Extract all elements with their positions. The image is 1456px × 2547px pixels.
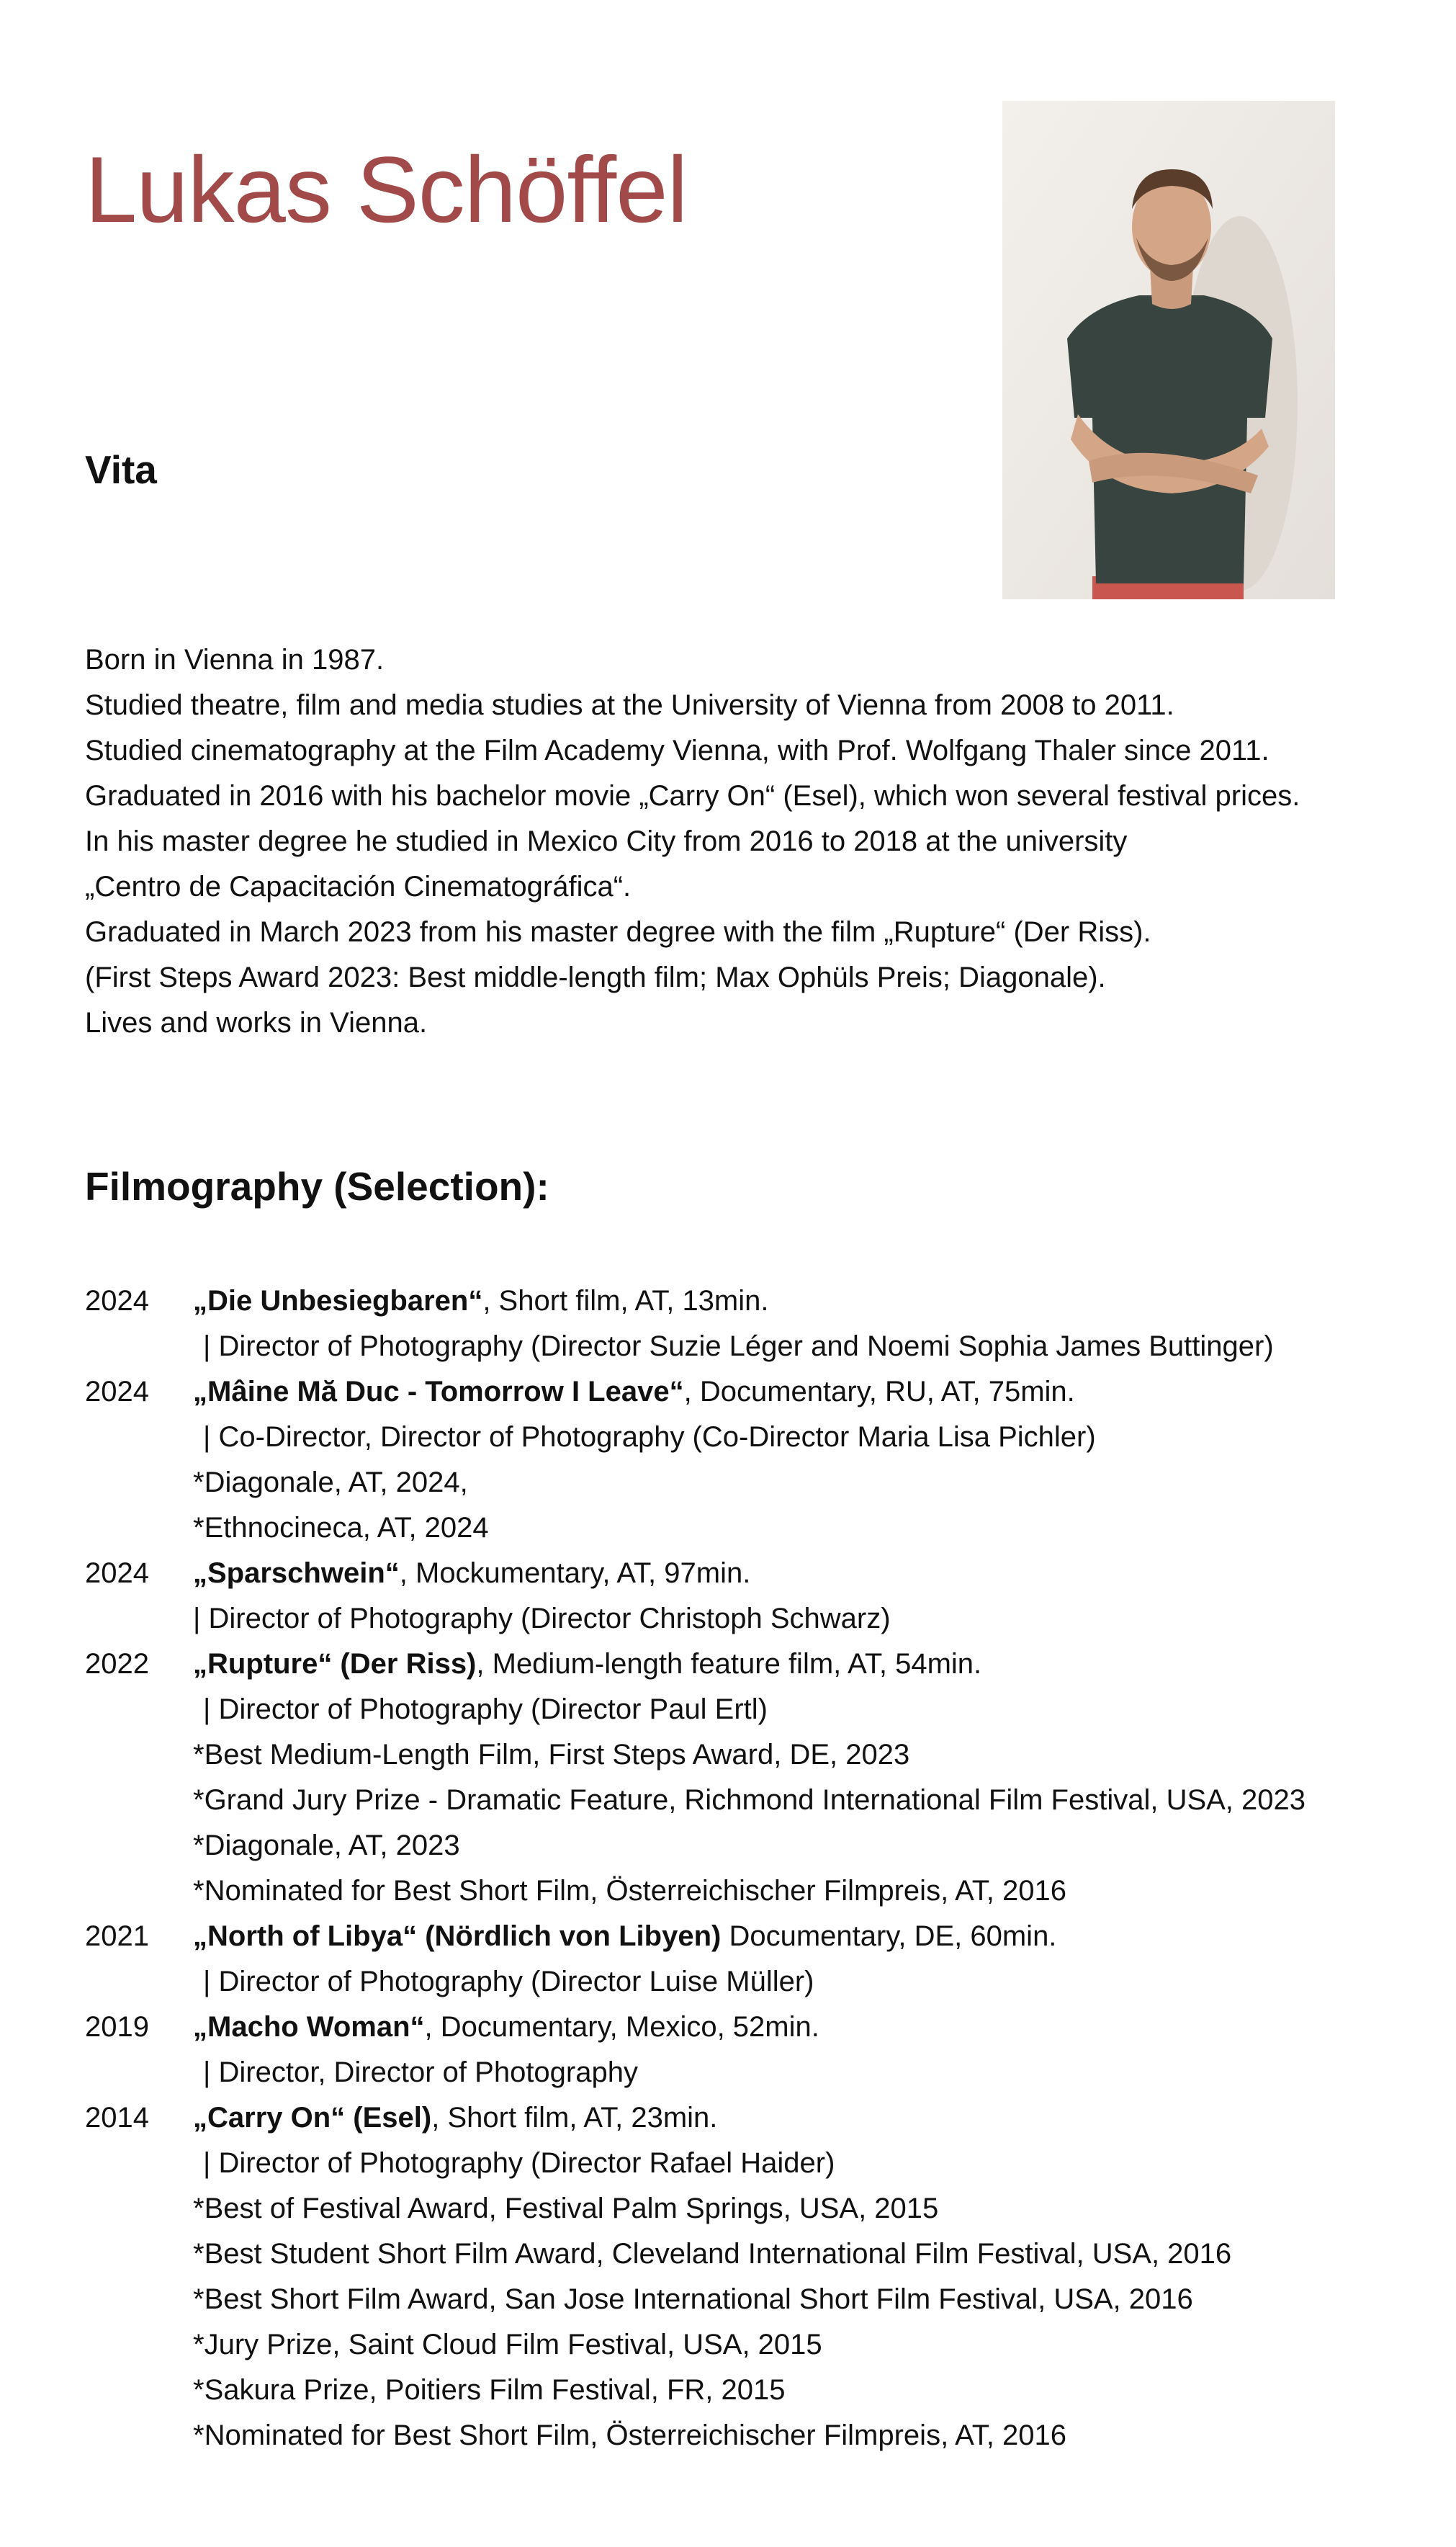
film-entry	[85, 1642, 1439, 1914]
film-entry	[85, 2005, 1439, 2095]
film-role: | Director of Photography (Director Paul Ertl)	[203, 1693, 768, 1725]
film-award: *Best Student Short Film Award, Cleveland International Film Festival, USA, 2016	[193, 2238, 1232, 2270]
film-year: 2014	[85, 2102, 149, 2134]
film-role: | Director of Photography (Director Rafael Haider)	[203, 2147, 835, 2179]
filmography-heading: Filmography (Selection):	[85, 1164, 549, 1209]
film-year: 2022	[85, 1648, 149, 1680]
film-title: „Carry On“ (Esel)	[193, 2102, 432, 2134]
vita-line: Studied cinematography at the Film Academy Vienna, with Prof. Wolfgang Thaler since 2011.	[85, 735, 1269, 766]
film-year: 2019	[85, 2011, 149, 2043]
film-details: , Documentary, RU, AT, 75min.	[683, 1376, 1075, 1407]
vita-line: Graduated in 2016 with his bachelor movie „Carry On“ (Esel), which won several festival prices.	[85, 780, 1300, 812]
vita-heading: Vita	[85, 447, 157, 492]
film-entry	[85, 1914, 1439, 2005]
filmography-list	[85, 1279, 1439, 2458]
film-title: „Die Unbesiegbaren“	[193, 1285, 483, 1317]
vita-line: „Centro de Capacitación Cinematográfica“.	[85, 871, 632, 903]
page-title: Lukas Schöffel	[85, 137, 688, 242]
film-award: *Sakura Prize, Poitiers Film Festival, FR, 2015	[193, 2374, 786, 2406]
film-title: „Mâine Mă Duc - Tomorrow I Leave“	[193, 1376, 684, 1407]
film-title: „Rupture“ (Der Riss)	[193, 1648, 477, 1680]
vita-line: In his master degree he studied in Mexico City from 2016 to 2018 at the university	[85, 825, 1128, 857]
film-role: | Director of Photography (Director Luise Müller)	[203, 1966, 814, 1997]
film-details: Documentary, DE, 60min.	[721, 1920, 1057, 1952]
vita-line: Studied theatre, film and media studies at the University of Vienna from 2008 to 2011.	[85, 689, 1174, 721]
film-award: *Ethnocineca, AT, 2024	[193, 1512, 489, 1544]
vita-line: Graduated in March 2023 from his master degree with the film „Rupture“ (Der Riss).	[85, 916, 1151, 948]
film-role: | Director, Director of Photography	[203, 2056, 638, 2088]
film-role: | Co-Director, Director of Photography (Co-Director Maria Lisa Pichler)	[203, 1421, 1096, 1453]
vita-line: (First Steps Award 2023: Best middle-length film; Max Ophüls Preis; Diagonale).	[85, 962, 1106, 993]
film-award: *Jury Prize, Saint Cloud Film Festival, USA, 2015	[193, 2329, 822, 2360]
film-year: 2024	[85, 1557, 149, 1589]
film-entry	[85, 1551, 1439, 1642]
film-award: *Nominated for Best Short Film, Österreichischer Filmpreis, AT, 2016	[193, 1875, 1067, 1907]
film-award: *Nominated for Best Short Film, Österreichischer Filmpreis, AT, 2016	[193, 2420, 1067, 2451]
film-title: „North of Libya“ (Nördlich von Libyen)	[193, 1920, 722, 1952]
vita-section	[85, 637, 1439, 1046]
film-award: *Diagonale, AT, 2023	[193, 1830, 460, 1861]
film-year: 2021	[85, 1920, 149, 1952]
film-award: *Diagonale, AT, 2024,	[193, 1467, 468, 1498]
film-role: | Director of Photography (Director Suzie Léger and Noemi Sophia James Buttinger)	[203, 1330, 1274, 1362]
film-year: 2024	[85, 1376, 149, 1407]
film-details: , Medium-length feature film, AT, 54min.	[476, 1648, 982, 1680]
film-title: „Sparschwein“	[193, 1557, 400, 1589]
film-year: 2024	[85, 1285, 149, 1317]
film-award: *Best Short Film Award, San Jose International Short Film Festival, USA, 2016	[193, 2283, 1193, 2315]
film-details: , Short film, AT, 13min.	[482, 1285, 769, 1317]
film-award: *Best of Festival Award, Festival Palm Springs, USA, 2015	[193, 2193, 939, 2224]
film-role: | Director of Photography (Director Christoph Schwarz)	[193, 1603, 891, 1634]
film-entry	[85, 1279, 1439, 1369]
film-details: , Mockumentary, AT, 97min.	[399, 1557, 751, 1589]
film-details: , Documentary, Mexico, 52min.	[424, 2011, 819, 2043]
vita-line: Lives and works in Vienna.	[85, 1007, 428, 1039]
film-award: *Best Medium-Length Film, First Steps Award, DE, 2023	[193, 1739, 910, 1771]
film-award: *Grand Jury Prize - Dramatic Feature, Richmond International Film Festival, USA, 2023	[193, 1784, 1306, 1816]
film-entry	[85, 1369, 1439, 1551]
film-title: „Macho Woman“	[193, 2011, 425, 2043]
vita-line: Born in Vienna in 1987.	[85, 644, 385, 676]
film-entry	[85, 2095, 1439, 2458]
film-details: , Short film, AT, 23min.	[431, 2102, 718, 2134]
portrait-photo-icon	[1002, 101, 1335, 599]
